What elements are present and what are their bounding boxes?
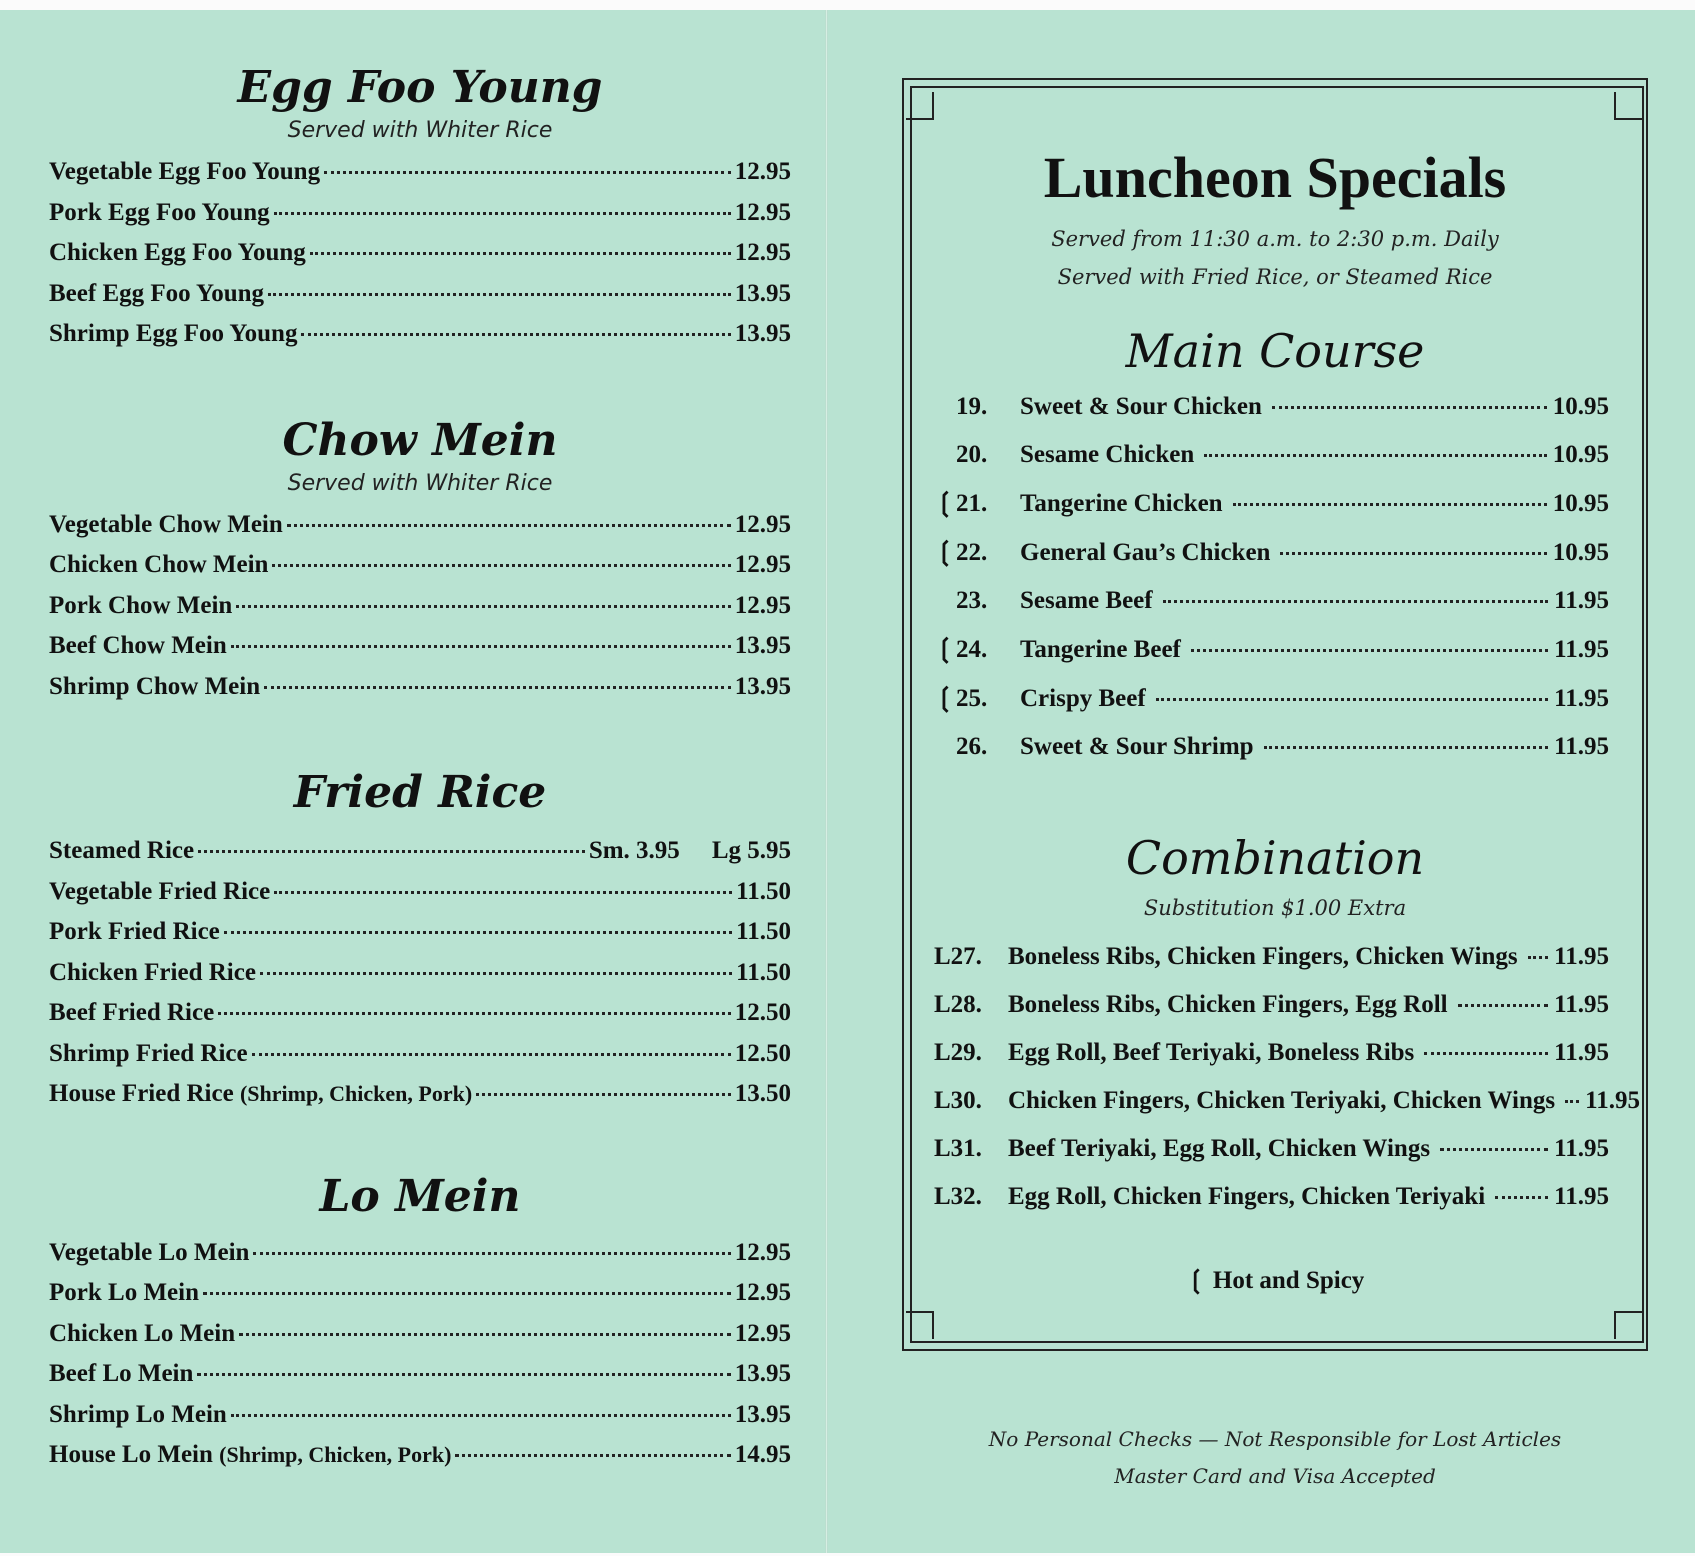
dot-leader	[1272, 406, 1547, 409]
item-price: 12.95	[734, 1238, 791, 1266]
dot-leader	[1528, 956, 1549, 959]
item-price: 11.95	[1554, 685, 1609, 712]
item-price: 11.95	[1554, 943, 1609, 970]
dot-leader	[1163, 600, 1549, 603]
section-chow-mein	[49, 413, 791, 708]
item-name: Chicken Fingers, Chicken Teriyaki, Chicken Wings	[1008, 1087, 1556, 1114]
menu-item	[934, 1077, 1640, 1125]
item-name: Shrimp Fried Rice	[49, 1039, 248, 1067]
item-price: 11.95	[1554, 587, 1609, 614]
dot-leader	[1440, 1148, 1548, 1151]
section-title: Chow Mein	[282, 414, 558, 466]
dot-leader	[252, 1053, 731, 1056]
item-price-large: Lg 5.95	[711, 837, 791, 864]
item-name: Egg Roll, Chicken Fingers, Chicken Teriyaki	[1008, 1183, 1486, 1210]
menu-item	[49, 872, 791, 913]
item-price: 12.95	[734, 591, 791, 619]
menu-item	[49, 586, 791, 627]
specials-title: Luncheon Specials	[1043, 145, 1507, 210]
dot-leader	[203, 1292, 731, 1295]
dot-leader	[236, 605, 730, 608]
item-name: General Gau’s Chicken	[1020, 539, 1271, 566]
item-price: 12.95	[734, 1279, 791, 1306]
payment-note: Master Card and Visa Accepted	[1114, 1464, 1436, 1488]
dot-leader	[1424, 1052, 1548, 1055]
menu-item	[934, 577, 1609, 625]
item-name: Beef Teriyaki, Egg Roll, Chicken Wings	[1008, 1135, 1431, 1162]
menu-item	[934, 383, 1609, 431]
chili-pepper-icon: ❲	[934, 537, 956, 566]
dot-leader	[239, 1333, 731, 1336]
item-name: Beef Egg Foo Young	[49, 279, 265, 307]
menu-item	[49, 152, 791, 193]
item-price: 13.95	[734, 1360, 791, 1387]
frame-corner-ornament	[906, 1311, 934, 1339]
dot-leader	[197, 1373, 730, 1376]
item-name	[49, 1435, 451, 1476]
item-price: 12.95	[734, 158, 791, 185]
item-name: Pork Lo Mein	[49, 1279, 199, 1306]
menu-item	[934, 723, 1609, 771]
item-price: 12.95	[734, 510, 791, 538]
item-price: 13.95	[734, 632, 791, 659]
item-price: 12.95	[734, 198, 791, 226]
dot-leader	[324, 171, 731, 174]
section-subtitle: Served with Whiter Rice	[287, 118, 553, 143]
menu-item	[49, 1273, 791, 1314]
menu-item	[49, 1354, 791, 1395]
combination-subtitle: Substitution $1.00 Extra	[1143, 896, 1407, 920]
item-price-small: Sm. 3.95	[588, 837, 680, 864]
legend-label: Hot and Spicy	[1212, 1267, 1365, 1294]
item-name: Sweet & Sour Chicken	[1020, 393, 1262, 420]
dot-leader	[1204, 454, 1546, 457]
item-price: 13.95	[734, 279, 791, 307]
item-number: L27.	[934, 943, 982, 970]
menu-item	[49, 953, 791, 994]
item-number: 21.	[956, 490, 988, 517]
dot-leader	[198, 850, 585, 853]
item-price: 12.95	[734, 551, 791, 578]
item-price: 12.95	[734, 239, 791, 266]
item-number: 20.	[956, 441, 988, 468]
item-name: Sweet & Sour Shrimp	[1020, 733, 1254, 760]
menu-item	[49, 505, 791, 546]
item-price: 13.95	[734, 1400, 791, 1428]
item-number: L32.	[934, 1183, 982, 1210]
menu-item	[49, 545, 791, 586]
item-number: 23.	[956, 587, 988, 614]
dot-leader	[264, 686, 731, 689]
item-number: L31.	[934, 1135, 982, 1162]
menu-item	[49, 912, 791, 953]
menu-item	[49, 193, 791, 234]
combination-list	[934, 933, 1640, 1221]
item-price: 13.50	[734, 1080, 791, 1107]
menu-item	[934, 933, 1609, 981]
item-name: Tangerine Chicken	[1020, 490, 1223, 517]
dot-leader	[287, 524, 731, 527]
dot-leader	[253, 1252, 730, 1255]
item-name: Pork Egg Foo Young	[49, 198, 270, 226]
menu-item	[934, 479, 1609, 528]
item-name: Chicken Chow Mein	[49, 551, 269, 578]
specials-hours: Served from 11:30 a.m. to 2:30 p.m. Daily	[1051, 227, 1499, 251]
dot-leader	[1280, 552, 1546, 555]
item-number: 24.	[956, 636, 988, 663]
menu-item	[934, 981, 1609, 1029]
menu-item	[49, 314, 791, 355]
item-price: 13.95	[734, 320, 791, 347]
left-panel	[49, 60, 791, 1476]
item-number: 22.	[956, 539, 988, 566]
item-name: Pork Chow Mein	[49, 591, 233, 619]
main-course-list	[934, 383, 1609, 771]
item-price: 10.95	[1552, 441, 1609, 468]
section-egg-foo-young	[49, 60, 791, 355]
dot-leader	[1495, 1196, 1548, 1199]
dot-leader	[274, 212, 731, 215]
item-price: 11.95	[1554, 991, 1609, 1018]
item-name: Pork Fried Rice	[49, 918, 220, 945]
item-price: 12.50	[734, 1039, 791, 1067]
item-price: 11.95	[1554, 1135, 1609, 1162]
scan-top-edge	[0, 0, 1695, 10]
dot-leader	[301, 333, 730, 336]
item-name: Boneless Ribs, Chicken Fingers, Chicken Wings	[1008, 943, 1518, 970]
item-name: Vegetable Lo Mein	[49, 1238, 250, 1266]
item-price: 11.50	[736, 877, 791, 905]
dot-leader	[1191, 649, 1548, 652]
item-price: 10.95	[1552, 393, 1609, 420]
dot-leader	[1458, 1004, 1549, 1007]
item-name: Shrimp Lo Mein	[49, 1400, 227, 1428]
item-price: 11.95	[1554, 733, 1609, 760]
item-name: Steamed Rice	[49, 837, 195, 864]
section-title: Fried Rice	[293, 767, 547, 818]
dot-leader	[274, 891, 732, 894]
chili-pepper-icon: ❲	[934, 683, 956, 712]
menu-item	[934, 1125, 1609, 1173]
dot-leader	[310, 252, 731, 255]
item-name: Boneless Ribs, Chicken Fingers, Egg Roll	[1008, 991, 1448, 1018]
chili-pepper-icon: ❲	[934, 634, 956, 663]
item-number: L29.	[934, 1039, 982, 1066]
menu-item	[49, 1314, 791, 1355]
chili-pepper-icon: ❲	[934, 488, 956, 517]
menu-item	[934, 1173, 1609, 1221]
item-name: Shrimp Egg Foo Young	[49, 320, 298, 347]
item-price: 11.95	[1554, 1183, 1609, 1210]
menu-item	[49, 1233, 791, 1274]
item-note: (Shrimp, Chicken, Pork)	[219, 1442, 452, 1467]
section-title: Lo Mein	[319, 1170, 521, 1222]
item-name-text: House Lo Mein	[49, 1441, 213, 1468]
item-number: 25.	[956, 685, 988, 712]
item-name: Shrimp Chow Mein	[49, 672, 261, 700]
dot-leader	[476, 1093, 731, 1096]
item-name-text: House Fried Rice	[49, 1080, 234, 1107]
item-price: 11.50	[736, 958, 791, 986]
dot-leader	[231, 1414, 731, 1417]
item-price: 11.50	[736, 918, 791, 945]
combination-title: Combination	[1125, 831, 1425, 885]
item-name: Beef Fried Rice	[49, 999, 215, 1026]
frame-corner-ornament	[906, 92, 934, 120]
dot-leader	[231, 645, 731, 648]
section-subtitle: Served with Whiter Rice	[287, 470, 553, 496]
dot-leader	[1233, 503, 1547, 506]
menu-item	[49, 1074, 791, 1115]
item-price: 12.50	[734, 999, 791, 1026]
item-name: Crispy Beef	[1020, 685, 1146, 712]
item-name: Vegetable Fried Rice	[49, 877, 271, 905]
item-name: Beef Lo Mein	[49, 1360, 194, 1387]
item-price: 14.95	[734, 1441, 791, 1468]
item-price: 10.95	[1552, 490, 1609, 517]
item-number: L30.	[934, 1087, 982, 1114]
specials-rice-note: Served with Fried Rice, or Steamed Rice	[1057, 265, 1493, 289]
dot-leader	[224, 931, 732, 934]
section-title: Egg Foo Young	[237, 62, 603, 113]
item-name: Sesame Chicken	[1020, 441, 1195, 468]
menu-item	[49, 274, 791, 315]
menu-item	[49, 1395, 791, 1436]
frame-corner-ornament	[1614, 92, 1642, 120]
main-course-title: Main Course	[1125, 324, 1425, 378]
item-name	[49, 1074, 472, 1115]
item-note: (Shrimp, Chicken, Pork)	[239, 1081, 473, 1106]
policy-note: No Personal Checks — Not Responsible for Lost Articles	[988, 1427, 1562, 1451]
dot-leader	[1565, 1100, 1579, 1103]
item-name: Beef Chow Mein	[49, 632, 227, 659]
menu-item	[49, 1034, 791, 1075]
dot-leader	[272, 564, 730, 567]
menu-item	[934, 674, 1609, 723]
menu-item	[934, 625, 1609, 674]
item-name: Chicken Egg Foo Young	[49, 239, 306, 266]
menu-item	[49, 233, 791, 274]
menu-fold	[825, 10, 828, 1553]
dot-leader	[1264, 746, 1549, 749]
dot-leader	[260, 972, 732, 975]
dot-leader	[1156, 698, 1548, 701]
item-name: Sesame Beef	[1020, 587, 1153, 614]
item-price: 11.95	[1554, 1039, 1609, 1066]
menu-item	[934, 431, 1609, 479]
item-price: 11.95	[1554, 636, 1609, 663]
menu-item	[49, 993, 791, 1034]
dot-leader	[218, 1012, 731, 1015]
item-price: 13.95	[734, 672, 791, 700]
item-number: 19.	[956, 393, 988, 420]
item-name: Chicken Fried Rice	[49, 958, 256, 986]
section-fried-rice	[49, 765, 791, 1115]
menu-item	[49, 831, 791, 872]
item-name: Vegetable Egg Foo Young	[49, 158, 321, 185]
item-name: Chicken Lo Mein	[49, 1319, 236, 1347]
menu-item	[934, 528, 1609, 577]
dot-leader	[268, 293, 731, 296]
item-price: 11.95	[1585, 1087, 1640, 1114]
item-number: L28.	[934, 991, 982, 1018]
menu-item	[49, 1435, 791, 1476]
chili-pepper-icon: ❲	[1185, 1267, 1207, 1294]
item-name: Egg Roll, Beef Teriyaki, Boneless Ribs	[1008, 1039, 1415, 1066]
item-price: 12.95	[734, 1319, 791, 1347]
dot-leader	[455, 1454, 730, 1457]
menu-item	[934, 1029, 1609, 1077]
section-lo-mein	[49, 1169, 791, 1476]
menu-item	[49, 667, 791, 708]
frame-corner-ornament	[1614, 1311, 1642, 1339]
spicy-legend	[902, 1265, 1648, 1295]
item-price: 10.95	[1552, 539, 1609, 566]
item-name: Vegetable Chow Mein	[49, 510, 283, 538]
item-number: 26.	[956, 733, 988, 760]
menu-item	[49, 626, 791, 667]
item-name: Tangerine Beef	[1020, 636, 1181, 663]
